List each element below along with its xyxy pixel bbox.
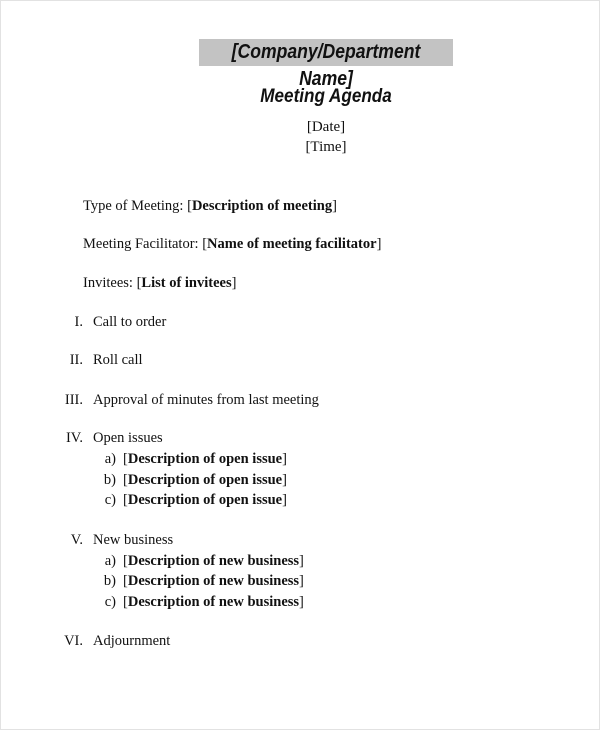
sub-item-letter: a) (104, 451, 116, 467)
document-title: Meeting Agenda (260, 86, 392, 107)
agenda-item: New business (93, 532, 174, 548)
sub-item: [Description of open issue] (123, 472, 287, 488)
agenda-number: VI. (64, 633, 83, 649)
meeting-facilitator: Meeting Facilitator: [Name of meeting facilitator] (83, 236, 382, 252)
sub-item-letter: c) (104, 594, 116, 610)
sub-item: [Description of open issue] (123, 492, 287, 508)
agenda-number: II. (69, 352, 83, 368)
agenda-item: Call to order (93, 314, 167, 330)
agenda-number: III. (64, 392, 83, 408)
company-name: [Company/Department Name] (199, 39, 453, 66)
meeting-time: [Time] (305, 139, 347, 155)
agenda-number: IV. (65, 430, 83, 446)
sub-item: [Description of new business] (123, 573, 304, 589)
meeting-date: [Date] (306, 119, 346, 135)
agenda-item: Open issues (93, 430, 163, 446)
sub-item: [Description of new business] (123, 553, 304, 569)
sub-item: [Description of new business] (123, 594, 304, 610)
sub-item: [Description of open issue] (123, 451, 287, 467)
agenda-number: V. (70, 532, 83, 548)
agenda-item: Approval of minutes from last meeting (93, 392, 319, 408)
sub-item-letter: b) (103, 573, 116, 589)
agenda-item: Roll call (93, 352, 143, 368)
meeting-type: Type of Meeting: [Description of meeting] (83, 198, 337, 214)
meeting-invitees: Invitees: [List of invitees] (83, 275, 237, 291)
sub-item-letter: a) (104, 553, 116, 569)
sub-item-letter: b) (103, 472, 116, 488)
sub-item-letter: c) (104, 492, 116, 508)
agenda-item: Adjournment (93, 633, 171, 649)
agenda-number: I. (74, 314, 83, 330)
